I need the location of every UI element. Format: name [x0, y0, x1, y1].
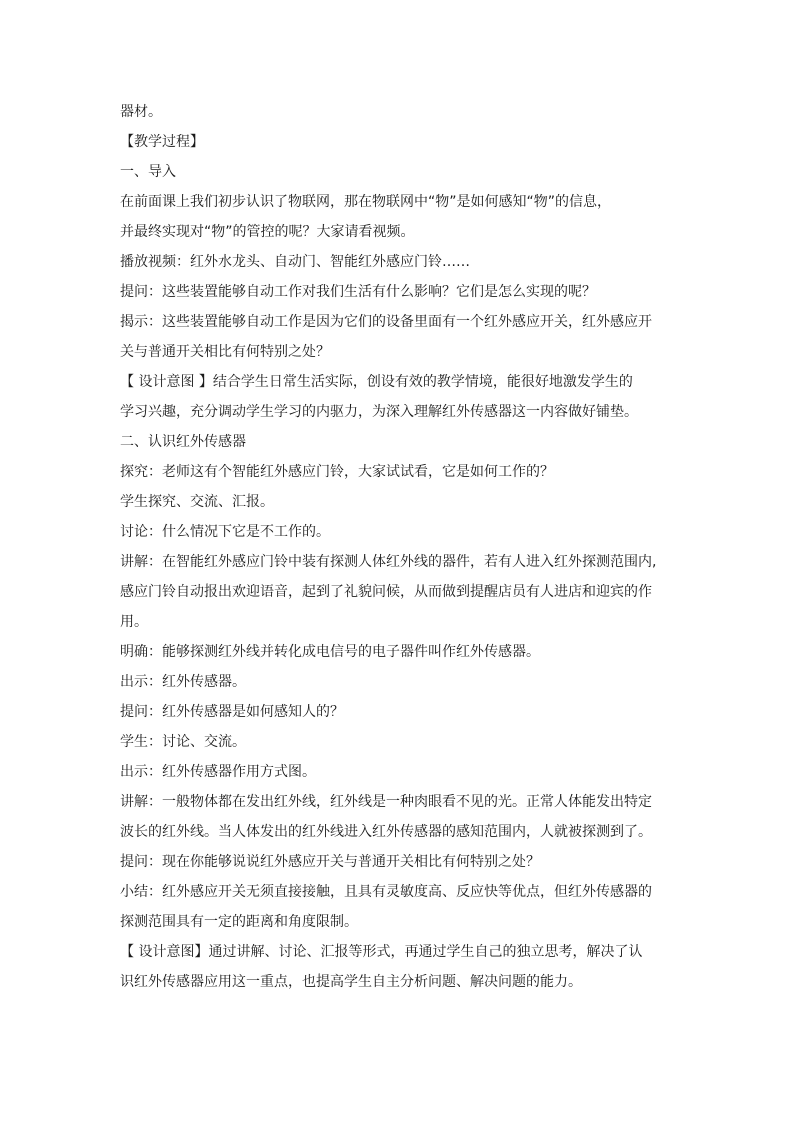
text-line: 感应门铃自动报出欢迎语音，起到了礼貌问候，从而做到提醒店员有人进店和迎宾的作 [120, 584, 652, 600]
text-line: 出示：红外传感器。 [120, 674, 246, 690]
text-line: 明确：能够探测红外线并转化成电信号的电子器件叫作红外传感器。 [120, 644, 540, 660]
text-line: 器材。 [120, 104, 162, 120]
text-line: 用。 [120, 614, 148, 630]
document-body [120, 97, 680, 997]
design-intent-line: 【 设计意图 】结合学生日常生活实际，创设有效的教学情境，能很好地激发学生的 [120, 374, 633, 390]
text-line: 小结：红外感应开关无须直接接触，且具有灵敏度高、反应快等优点，但红外传感器的 [120, 884, 652, 900]
design-intent-line: 【 设计意图】通过讲解、讨论、汇报等形式，再通过学生自己的独立思考，解决了认 [120, 944, 643, 960]
section-heading: 【教学过程】 [120, 134, 204, 150]
text-line: 探测范围具有一定的距离和角度限制。 [120, 914, 358, 930]
text-line: 讨论：什么情况下它是不工作的。 [120, 524, 330, 540]
text-line: 探究：老师这有个智能红外感应门铃，大家试试看，它是如何工作的？ [120, 464, 554, 480]
text-line: 提问：现在你能够说说红外感应开关与普通开关相比有何特别之处？ [120, 854, 540, 870]
text-line: 出示：红外传感器作用方式图。 [120, 764, 316, 780]
subsection-heading: 二、认识红外传感器 [120, 434, 246, 450]
subsection-heading: 一、导入 [120, 164, 176, 180]
text-line: 揭示：这些装置能够自动工作是因为它们的设备里面有一个红外感应开关，红外感应开 [120, 314, 652, 330]
text-line: 在前面课上我们初步认识了物联网，那在物联网中“物”是如何感知“物”的信息， [120, 194, 612, 210]
text-line: 播放视频：红外水龙头、自动门、智能红外感应门铃…… [120, 254, 470, 270]
text-line: 关与普通开关相比有何特别之处？ [120, 344, 330, 360]
text-line: 波长的红外线。当人体发出的红外线进入红外传感器的感知范围内，人就被探测到了。 [120, 824, 652, 840]
text-line: 提问：红外传感器是如何感知人的？ [120, 704, 344, 720]
text-line: 提问：这些装置能够自动工作对我们生活有什么影响？它们是怎么实现的呢？ [120, 284, 596, 300]
text-line: 并最终实现对“物”的管控的呢？大家请看视频。 [120, 224, 415, 240]
text-line: 学习兴趣，充分调动学生学习的内驱力，为深入理解红外传感器这一内容做好铺垫。 [120, 404, 638, 420]
text-line: 讲解：在智能红外感应门铃中装有探测人体红外线的器件，若有人进入红外探测范围内, [120, 554, 657, 570]
text-line: 学生：讨论、交流。 [120, 734, 246, 750]
text-line: 学生探究、交流、汇报。 [120, 494, 274, 510]
text-line: 识红外传感器应用这一重点，也提高学生自主分析问题、解决问题的能力。 [120, 974, 582, 990]
text-line: 讲解：一般物体都在发出红外线，红外线是一种肉眼看不见的光。正常人体能发出特定 [120, 794, 652, 810]
